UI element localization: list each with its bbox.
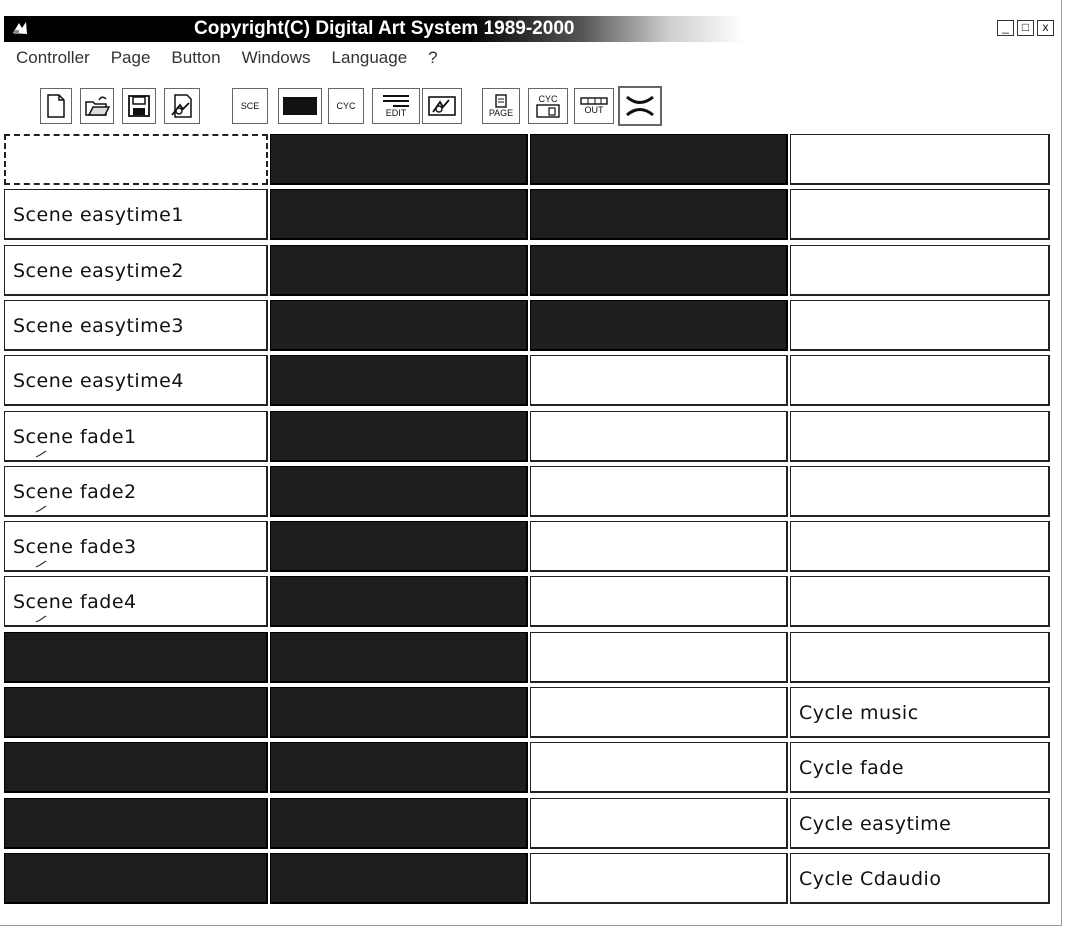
- grid-button-r13-c1[interactable]: [4, 798, 268, 849]
- grid-button-r6-c3[interactable]: [530, 411, 788, 462]
- grid-button-r11-c3[interactable]: [530, 687, 788, 738]
- grid-button-r3-c1[interactable]: Scene easytime2: [4, 245, 268, 296]
- edit-icon: [381, 94, 411, 108]
- page-icon: [495, 94, 507, 108]
- grid-button-r2-c3[interactable]: [530, 189, 788, 240]
- app-icon[interactable]: [10, 19, 30, 37]
- menu-help[interactable]: ?: [428, 48, 438, 67]
- edit-button[interactable]: [372, 88, 420, 124]
- edit-label: EDIT: [385, 108, 407, 118]
- grid-button-r13-c3[interactable]: [530, 798, 788, 849]
- preview-button[interactable]: [164, 88, 200, 124]
- open-folder-button[interactable]: [80, 88, 114, 124]
- dark-block-button[interactable]: [278, 88, 322, 124]
- grid-button-r12-c3[interactable]: [530, 742, 788, 793]
- minimize-button[interactable]: _: [997, 20, 1014, 36]
- output-label: OUT: [584, 105, 604, 115]
- grid-button-r13-c4[interactable]: Cycle easytime: [790, 798, 1050, 849]
- grid-button-r8-c2[interactable]: [270, 521, 528, 572]
- cycle-button[interactable]: [328, 88, 364, 124]
- grid-button-r7-c1[interactable]: Scene fade2: [4, 466, 268, 517]
- check-mark-icon: [35, 505, 47, 513]
- menu-bar: [16, 46, 459, 70]
- cross-cursor-button[interactable]: [618, 86, 662, 126]
- close-button[interactable]: x: [1037, 20, 1054, 36]
- menu-page[interactable]: Page: [110, 48, 151, 67]
- grid-button-r8-c4[interactable]: [790, 521, 1050, 572]
- scene-icon: SCE: [240, 101, 260, 111]
- check-mark-icon: [35, 560, 47, 568]
- grid-button-r14-c1[interactable]: [4, 853, 268, 904]
- grid-button-r11-c2[interactable]: [270, 687, 528, 738]
- grid-button-r4-c4[interactable]: [790, 300, 1050, 351]
- grid-button-r10-c2[interactable]: [270, 632, 528, 683]
- check-mark-icon: [35, 450, 47, 458]
- new-document-icon: [45, 93, 67, 119]
- grid-button-r9-c3[interactable]: [530, 576, 788, 627]
- grid-button-r1-c3[interactable]: [530, 134, 788, 185]
- grid-button-r3-c2[interactable]: [270, 245, 528, 296]
- grid-button-r14-c2[interactable]: [270, 853, 528, 904]
- dark-block-icon: [283, 97, 317, 115]
- cross-cursor-icon: [623, 94, 657, 118]
- grid-button-r3-c3[interactable]: [530, 245, 788, 296]
- scene-button[interactable]: [232, 88, 268, 124]
- open-folder-icon: [84, 94, 110, 118]
- grid-button-r4-c2[interactable]: [270, 300, 528, 351]
- grid-button-r5-c2[interactable]: [270, 355, 528, 406]
- menu-button[interactable]: Button: [171, 48, 221, 67]
- output-icon: [580, 97, 608, 105]
- grid-button-r10-c4[interactable]: [790, 632, 1050, 683]
- page-label: PAGE: [488, 108, 514, 118]
- grid-button-r7-c2[interactable]: [270, 466, 528, 517]
- grid-button-r2-c4[interactable]: [790, 189, 1050, 240]
- grid-button-r3-c4[interactable]: [790, 245, 1050, 296]
- grid-button-r12-c4[interactable]: Cycle fade: [790, 742, 1050, 793]
- title-bar[interactable]: [4, 16, 1060, 42]
- grid-button-r14-c4[interactable]: Cycle Cdaudio: [790, 853, 1050, 904]
- page-button[interactable]: [482, 88, 520, 124]
- grid-button-r8-c3[interactable]: [530, 521, 788, 572]
- grid-button-r13-c2[interactable]: [270, 798, 528, 849]
- save-disk-icon: [127, 94, 151, 118]
- save-button[interactable]: [122, 88, 156, 124]
- edit-preview-icon: [427, 94, 457, 118]
- edit-preview-button[interactable]: [422, 88, 462, 124]
- grid-button-r6-c2[interactable]: [270, 411, 528, 462]
- preview-document-icon: [169, 93, 195, 119]
- grid-button-r1-c4[interactable]: [790, 134, 1050, 185]
- grid-button-r6-c4[interactable]: [790, 411, 1050, 462]
- grid-button-r4-c3[interactable]: [530, 300, 788, 351]
- menu-windows[interactable]: Windows: [241, 48, 311, 67]
- new-document-button[interactable]: [40, 88, 72, 124]
- grid-button-r4-c1[interactable]: Scene easytime3: [4, 300, 268, 351]
- check-mark-icon: [35, 615, 47, 623]
- grid-button-r9-c1[interactable]: Scene fade4: [4, 576, 268, 627]
- grid-button-r2-c2[interactable]: [270, 189, 528, 240]
- cycle-window-button[interactable]: [528, 88, 568, 124]
- menu-language[interactable]: Language: [331, 48, 408, 67]
- maximize-button[interactable]: □: [1017, 20, 1034, 36]
- grid-button-r7-c3[interactable]: [530, 466, 788, 517]
- window-controls: [997, 20, 1054, 38]
- window-title: Copyright(C) Digital Art System 1989-2000: [194, 18, 575, 39]
- grid-button-r14-c3[interactable]: [530, 853, 788, 904]
- toolbar: [8, 80, 1058, 132]
- grid-button-r12-c2[interactable]: [270, 742, 528, 793]
- grid-button-r11-c1[interactable]: [4, 687, 268, 738]
- grid-button-r10-c1[interactable]: [4, 632, 268, 683]
- grid-button-r1-c2[interactable]: [270, 134, 528, 185]
- grid-button-r10-c3[interactable]: [530, 632, 788, 683]
- grid-button-r8-c1[interactable]: Scene fade3: [4, 521, 268, 572]
- cycle-icon: CYC: [336, 101, 356, 111]
- grid-button-r9-c2[interactable]: [270, 576, 528, 627]
- menu-controller[interactable]: Controller: [16, 48, 90, 67]
- grid-button-r12-c1[interactable]: [4, 742, 268, 793]
- cycle-window-label: CYC: [538, 94, 558, 104]
- grid-button-r11-c4[interactable]: Cycle music: [790, 687, 1050, 738]
- button-grid: [4, 134, 1052, 914]
- grid-button-r7-c4[interactable]: [790, 466, 1050, 517]
- grid-button-r5-c4[interactable]: [790, 355, 1050, 406]
- output-button[interactable]: [574, 88, 614, 124]
- grid-button-r9-c4[interactable]: [790, 576, 1050, 627]
- grid-button-r1-c1[interactable]: [4, 134, 268, 185]
- cycle-window-icon: [535, 104, 561, 118]
- grid-button-r5-c1[interactable]: Scene easytime4: [4, 355, 268, 406]
- grid-button-r6-c1[interactable]: Scene fade1: [4, 411, 268, 462]
- grid-button-r5-c3[interactable]: [530, 355, 788, 406]
- grid-button-r2-c1[interactable]: Scene easytime1: [4, 189, 268, 240]
